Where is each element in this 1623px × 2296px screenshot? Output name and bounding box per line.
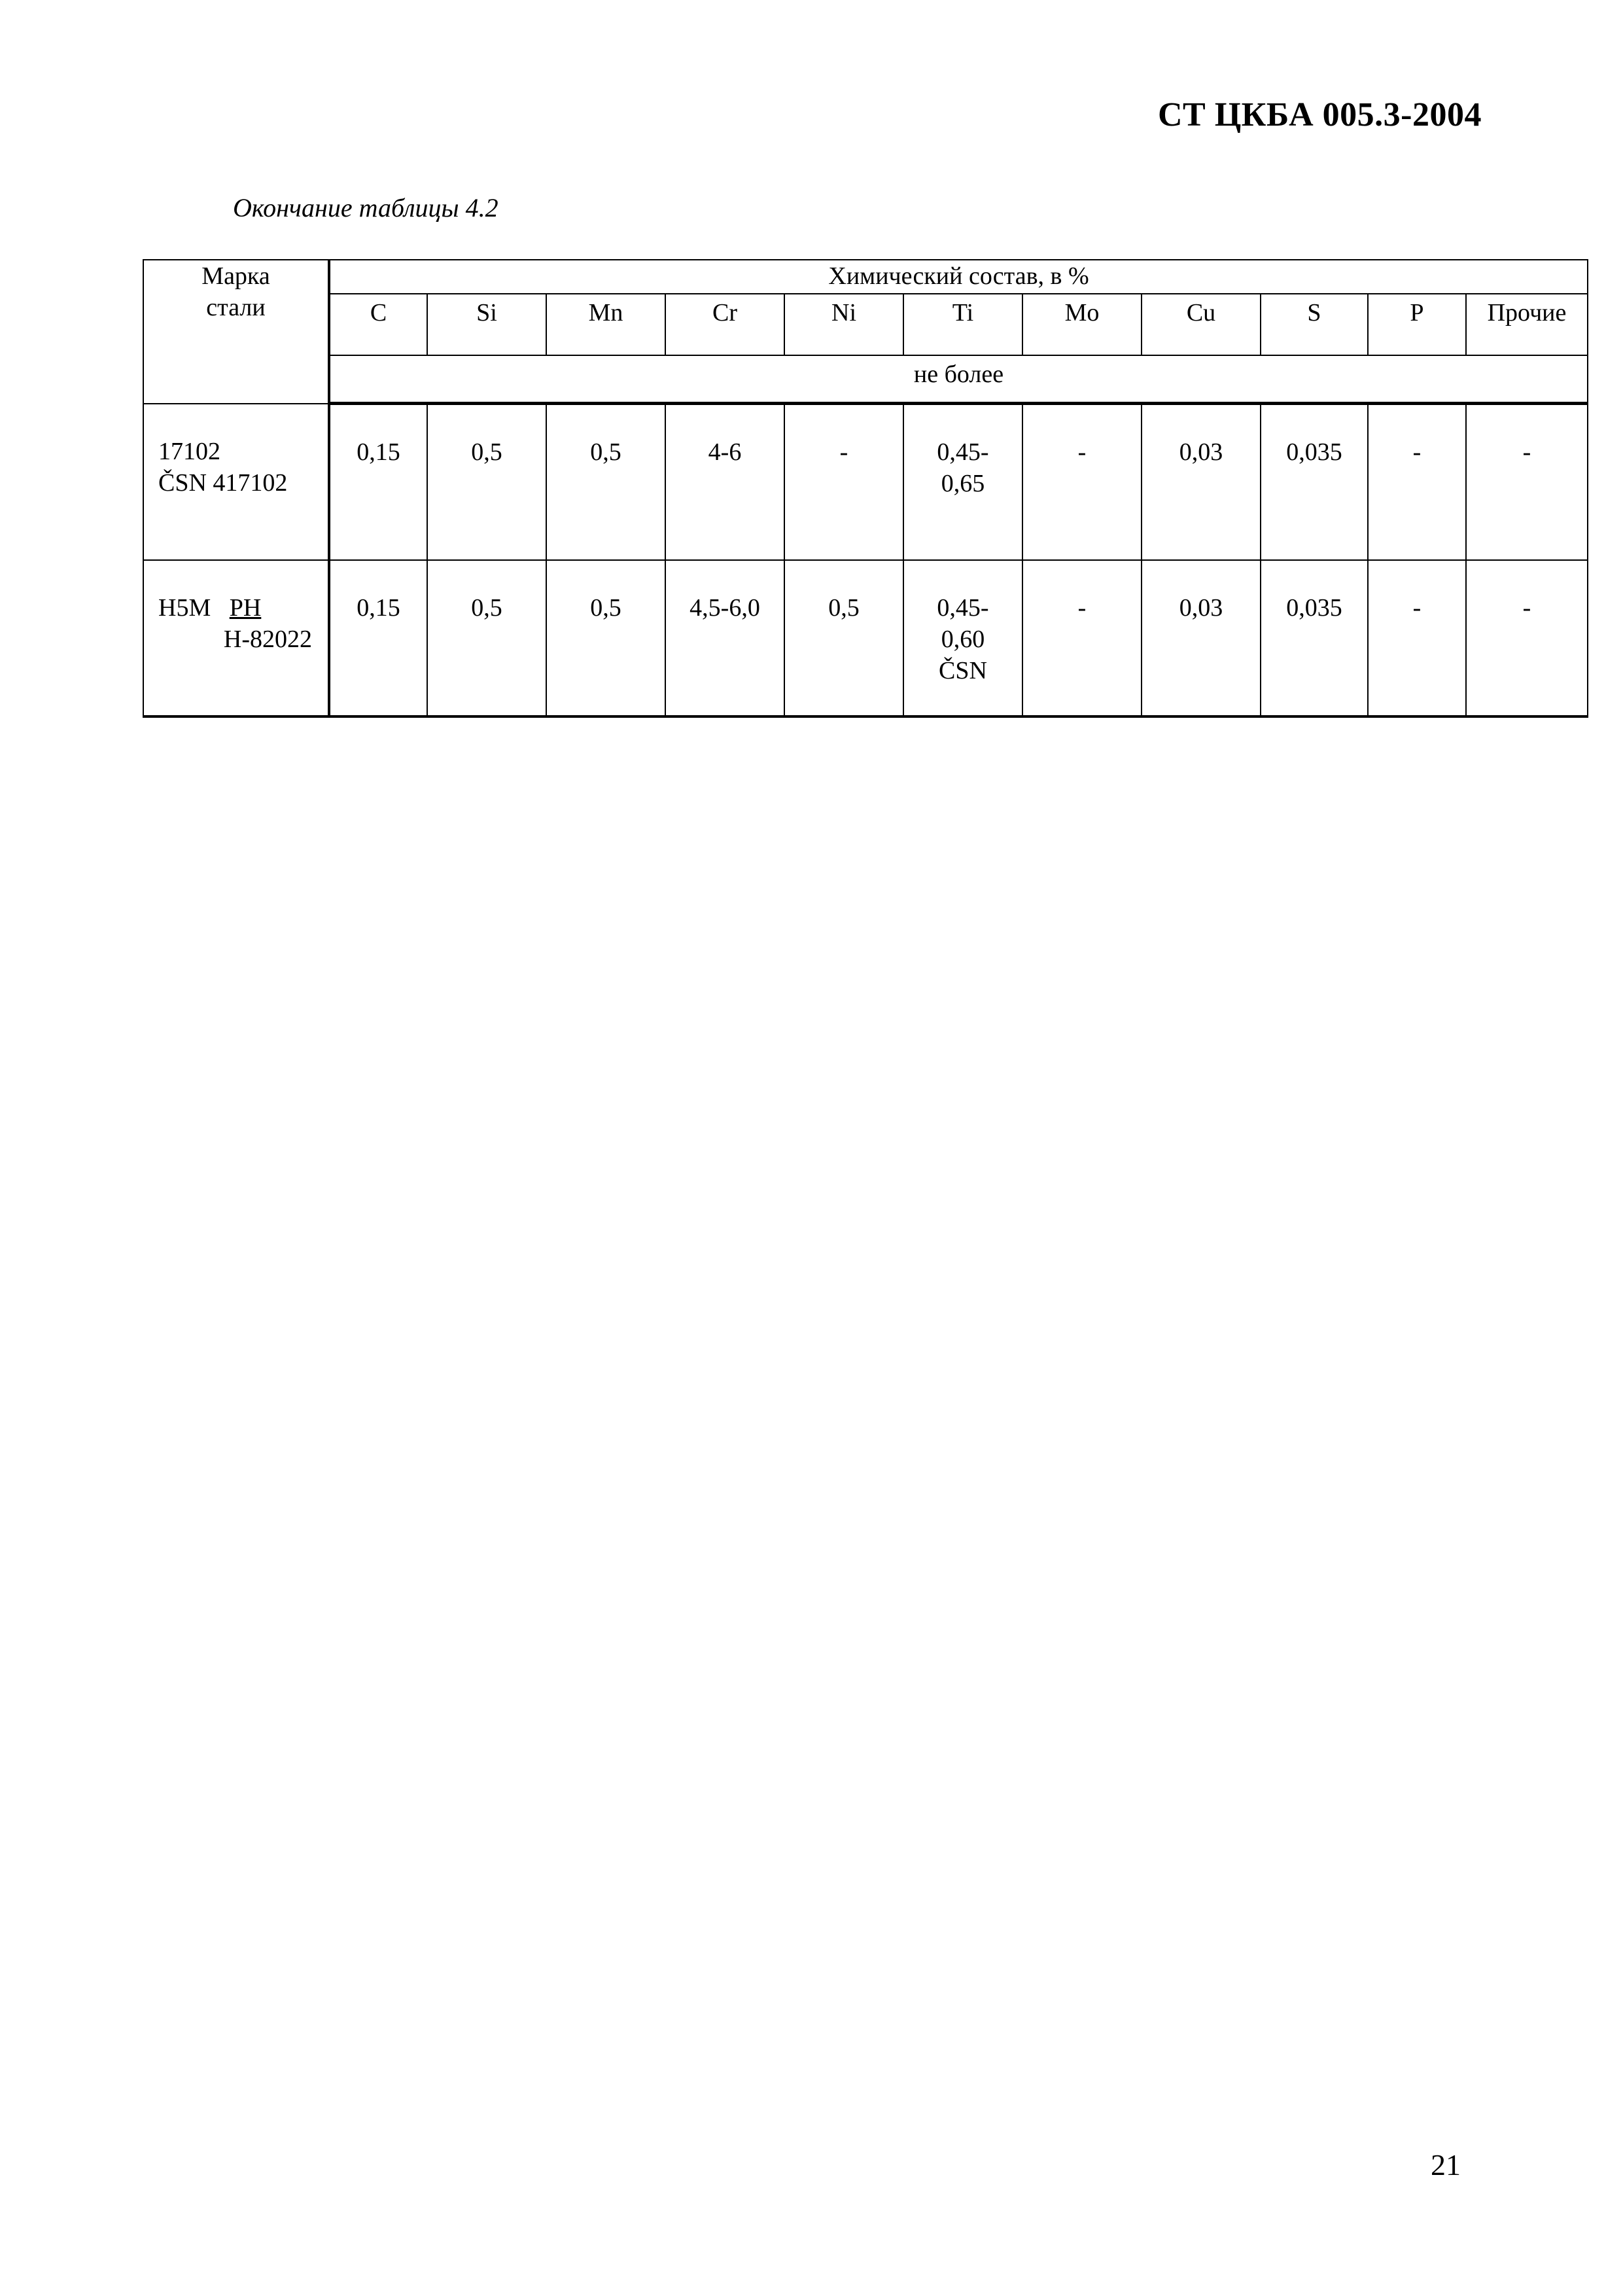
grade-header-line1: Марка [201, 262, 270, 290]
grade-cell [143, 560, 329, 716]
grade-cell [143, 404, 329, 561]
element-header-c: C [329, 294, 427, 355]
value-cell-s: 0,035 [1261, 560, 1368, 716]
grade-line1: 17102 [158, 437, 220, 465]
element-header-other: Прочие [1466, 294, 1588, 355]
header-row-elements [143, 294, 1588, 355]
value-line: 0,65 [941, 470, 985, 497]
grade-prefix: H5M [158, 594, 211, 622]
value-cell-si: 0,5 [427, 560, 546, 716]
value-cell-ti [903, 560, 1022, 716]
element-header-p: P [1368, 294, 1466, 355]
value-cell-cr: 4-6 [665, 404, 784, 561]
element-header-cu: Cu [1142, 294, 1261, 355]
limit-label: не более [329, 355, 1588, 404]
value-line: 0,60 [941, 626, 985, 653]
value-cell-p: - [1368, 560, 1466, 716]
value-cell-cu: 0,03 [1142, 404, 1261, 561]
grade-header-cell [143, 260, 329, 404]
element-header-mn: Mn [546, 294, 665, 355]
value-line: 0,45- [937, 438, 989, 466]
value-cell-cr: 4,5-6,0 [665, 560, 784, 716]
element-header-cr: Cr [665, 294, 784, 355]
value-cell-mo: - [1022, 404, 1142, 561]
element-header-si: Si [427, 294, 546, 355]
value-line: ČSN [939, 657, 987, 684]
grade-line2: H-82022 [223, 626, 312, 653]
value-cell-mo: - [1022, 560, 1142, 716]
value-cell-ni: 0,5 [784, 560, 903, 716]
value-cell-s: 0,035 [1261, 404, 1368, 561]
value-cell-si: 0,5 [427, 404, 546, 561]
header-row-composition [143, 260, 1588, 294]
grade-line1 [158, 592, 325, 624]
value-cell-p: - [1368, 404, 1466, 561]
chemical-composition-table [143, 259, 1588, 718]
value-cell-cu: 0,03 [1142, 560, 1261, 716]
document-code: СТ ЦКБА 005.3-2004 [1158, 96, 1482, 133]
value-line: 0,45- [937, 594, 989, 622]
value-cell-other: - [1466, 404, 1588, 561]
table-row [143, 404, 1588, 561]
value-cell-c: 0,15 [329, 404, 427, 561]
grade-underlined-part: PH [229, 594, 262, 622]
table-caption: Окончание таблицы 4.2 [233, 193, 498, 222]
grade-header-line2: стали [206, 294, 266, 321]
value-cell-mn: 0,5 [546, 404, 665, 561]
value-cell-mn: 0,5 [546, 560, 665, 716]
value-cell-other: - [1466, 560, 1588, 716]
composition-header: Химический состав, в % [329, 260, 1588, 294]
value-cell-c: 0,15 [329, 560, 427, 716]
element-header-ni: Ni [784, 294, 903, 355]
element-header-mo: Mo [1022, 294, 1142, 355]
value-cell-ti [903, 404, 1022, 561]
header-row-limit [143, 355, 1588, 404]
element-header-s: S [1261, 294, 1368, 355]
element-header-ti: Ti [903, 294, 1022, 355]
grade-line2: ČSN 417102 [158, 468, 288, 497]
table-row [143, 560, 1588, 716]
page-number: 21 [1431, 2148, 1461, 2181]
value-cell-ni: - [784, 404, 903, 561]
